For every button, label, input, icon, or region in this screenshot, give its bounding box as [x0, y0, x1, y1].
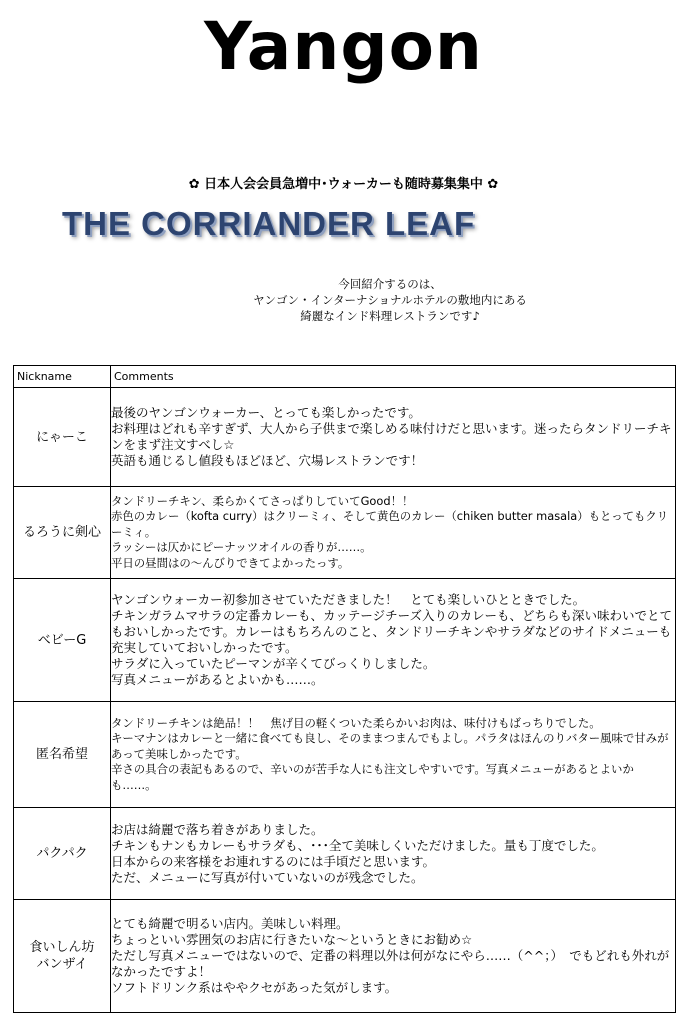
header-nickname: Nickname: [14, 366, 111, 388]
comment-line: 最後のヤンゴンウォーカー、とっても楽しかったです。: [111, 405, 421, 420]
nickname-line: バンザイ: [36, 957, 88, 972]
intro-line: 綺麗なインド料理レストランです♪: [300, 309, 480, 323]
comment-line: 辛さの具合の表記もあるので、辛いのが苦手な人にも注文しやすいです。写真メニューがあるとよいかも……。: [111, 762, 634, 792]
restaurant-name: THE CORRIANDER LEAF: [62, 205, 476, 242]
comments-table: [13, 365, 676, 1013]
comment-cell: [111, 388, 676, 487]
intro-line: ヤンゴン・インターナショナルホテルの敷地内にある: [253, 293, 527, 307]
page-title: Yangon: [204, 8, 483, 85]
comment-line: ソフトドリンク系はややクセがあった気がします。: [111, 980, 398, 995]
header-comments: Comments: [111, 366, 676, 388]
table-row: [14, 702, 676, 808]
flower-icon: ✿: [188, 177, 200, 192]
intro-line: 今回紹介するのは、: [338, 277, 442, 291]
table-row: [14, 487, 676, 579]
recruitment-banner: [0, 173, 687, 192]
banner-text: 日本人会会員急増中･ウォーカーも随時募集集中: [204, 177, 483, 192]
nickname-cell: ベビーG: [14, 579, 111, 702]
comment-line: ラッシーは仄かにピーナッツオイルの香りが……。: [111, 540, 372, 555]
nickname-cell: にゃーこ: [14, 388, 111, 487]
nickname-cell: るろうに剣心: [14, 487, 111, 579]
table-row: [14, 900, 676, 1013]
comment-cell: [111, 808, 676, 900]
comment-line: 日本からの来客様をお連れするのには手頃だと思います。: [111, 853, 436, 869]
nickname-cell: 匿名希望: [14, 702, 111, 808]
comment-line: 平日の昼間はの～んびりできてよかったっす。: [111, 555, 350, 570]
nickname-line: 食いしん坊: [29, 940, 95, 955]
comment-line: 赤色のカレー（kofta curry）はクリーミィ、そして黄色のカレー（chiken butter masala）もとってもクリーミィ。: [111, 509, 669, 539]
table-row: [14, 808, 676, 900]
comment-line: 写真メニューがあるとよいかも……。: [111, 672, 324, 687]
comment-line: キーマナンはカレーと一緒に食べても良し、そのままつまんでもよし。パラタはほんのりバター風味で甘みがあって美味しかったです。: [111, 731, 669, 761]
table-row: [14, 579, 676, 702]
comment-line: チキンもナンもカレーもサラダも、･･･全て美味しくいただけました。量も丁度でした。: [111, 837, 604, 853]
comment-cell: [111, 702, 676, 808]
comment-line: ちょっといい雰囲気のお店に行きたいな～というときにお勧め☆: [111, 932, 473, 947]
comment-line: ただ、メニューに写真が付いていないのが残念でした。: [111, 869, 424, 885]
comment-line: お料理はどれも辛すぎず、大人から子供まで楽しめる味付けだと思います。迷ったらタンドリーチキンをまず注文すべし☆: [111, 421, 672, 452]
nickname-cell: パクパク: [14, 808, 111, 900]
comment-line: タンドリーチキンは絶品！！ 焦げ目の軽くついた柔らかいお肉は、味付けもばっちりでした。: [111, 715, 601, 730]
table-row: [14, 388, 676, 487]
comment-line: サラダに入っていたピーマンが辛くてびっくりしました。: [111, 656, 436, 671]
flower-icon: ✿: [487, 177, 499, 192]
comment-line: ただし写真メニューではないので、定番の料理以外は何がなにやら……（^^；） でもどれも外れがなかったですよ！: [111, 948, 670, 979]
comment-cell: [111, 487, 676, 579]
table-header-row: [14, 366, 676, 388]
comment-line: タンドリーチキン、柔らかくてさっぱりしていてGood！！: [111, 493, 414, 508]
nickname-cell: [14, 900, 111, 1013]
intro-text: [200, 276, 580, 324]
comment-line: ヤンゴンウォーカー初参加させていただきました！ とても楽しいひとときでした。: [111, 592, 586, 607]
comment-cell: [111, 900, 676, 1013]
comment-line: チキンガラムマサラの定番カレーも、カッテージチーズ入りのカレーも、どちらも深い味わいでとてもおいしかったです。カレーはもちろんのこと、タンドリーチキンやサラダなどのサイドメニューも充実していておいしかったです。: [111, 608, 673, 655]
comment-line: 英語も通じるし値段もほどほど、穴場レストランです！: [111, 453, 424, 468]
comment-line: お店は綺麗で落ち着きがありました。: [111, 821, 324, 837]
comment-cell: [111, 579, 676, 702]
comment-line: とても綺麗で明るい店内。美味しい料理。: [111, 916, 349, 931]
